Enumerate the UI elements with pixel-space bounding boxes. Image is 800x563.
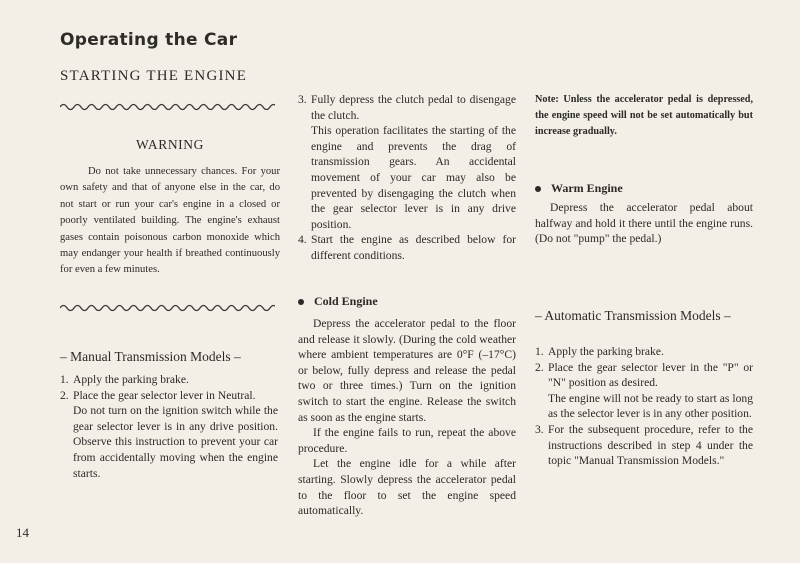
list-item: 3. Fully depress the clutch pedal to disengage the clutch. This operation facilitates the starting of the engine and prevents the drag of transmission gears. An accidental movement of your car may also be prevented by disengaging the clutch when the gear selector lever is in any drive position. [298,93,516,231]
page-number: 14 [16,525,29,540]
ornamental-divider-top [60,102,275,112]
automatic-transmission-heading: – Automatic Transmission Models – [535,308,731,323]
list-item: 4. Start the engine as described below for different conditions. [298,233,516,262]
list-item: 2. Place the gear selector lever in the "P" or "N" position as desired. The engine will not be ready to start as long as the selector lever is in any other position. [535,360,753,421]
ornamental-divider-bottom [60,303,275,313]
bullet-icon [535,186,541,192]
warning-heading: WARNING [136,137,204,152]
note-text: Note: Unless the accelerator pedal is depressed, the engine speed will not be set automatically but increase gradually. [535,94,753,137]
automatic-steps-list [535,344,753,469]
list-item: 3. For the subsequent procedure, refer to the instructions described in step 4 under the topic "Manual Transmission Models." [535,422,753,468]
cold-engine-text: Depress the accelerator pedal to the floor and release it slowly. (During the cold weather where ambient temperatures are 0°F (–17°C) or below, fully depress and release the pedal two or three times.) Turn on the ignition switch to start the engine. Release the switch as soon as the engine starts. If the engine fails to run, repeat the above procedure. Let the engine idle for a while after starting. Slowly depress the accelerator pedal to the floor to set the engine speed automatically. [298,317,516,518]
warning-text: Do not take unnecessary chances. For your own safety and that of anyone else in the car, do not start or run your car's engine in a closed or poorly ventilated building. The engine's exhaust gases contain poisonous carbon monoxide which may endanger your health if breathed continuously for even a few minutes. [60,166,280,276]
list-item: 2. Place the gear selector lever in Neutral. Do not turn on the ignition switch while the gear selector lever is in any drive position. Observe this instruction to prevent your car from accidentally moving when the engine starts. [60,388,278,480]
bullet-icon [298,299,304,305]
list-item: 1. Apply the parking brake. [60,373,189,386]
manual-steps-list-b [298,92,516,264]
cold-engine-heading: Cold Engine [298,294,378,309]
list-item: 1. Apply the parking brake. [535,345,664,358]
warm-engine-text: Depress the accelerator pedal about halfway and hold it there until the engine runs. (Do not "pump" the pedal.) [535,201,753,246]
manual-steps-list-a [60,372,278,481]
manual-transmission-heading: – Manual Transmission Models – [60,349,241,364]
warm-engine-heading: Warm Engine [535,181,623,196]
subsection-title: STARTING THE ENGINE [60,68,248,84]
section-title: Operating the Car [60,30,238,50]
